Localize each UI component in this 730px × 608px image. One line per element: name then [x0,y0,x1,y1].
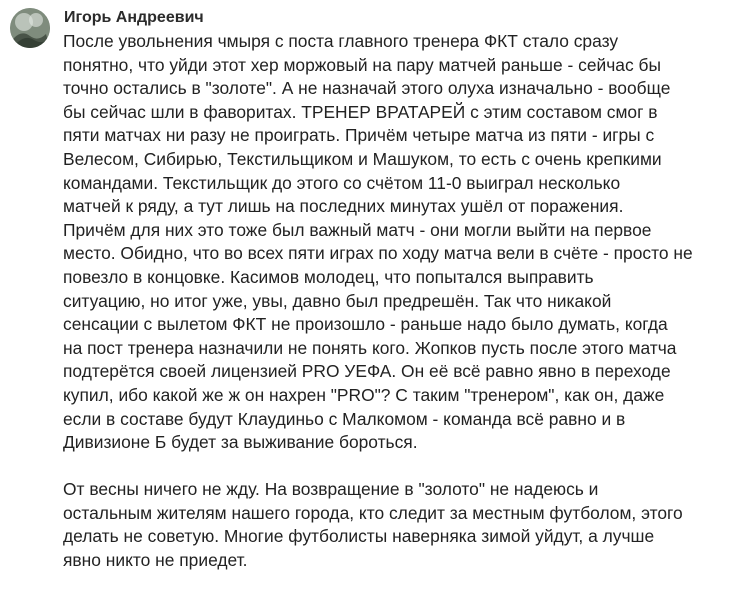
comment-body [63,30,723,573]
text-line: ситуацию, но итог уже, увы, давно был предрешён. Так что никакой [63,290,612,311]
text-line: подтерётся своей лицензией PRO УЕФА. Он её всё равно явно в переходе [63,361,671,382]
text-line: сенсации с вылетом ФКТ не произошло - раньше надо было думать, когда [63,314,668,335]
text-line: повезло в концовке. Касимов молодец, что попытался выправить [63,266,594,287]
text-line: понятно, что уйди этот хер моржовый на пару матчей раньше - сейчас бы [63,54,661,75]
text-line: делать не советую. Многие футболисты наверняка зимой уйдут, а лучше [63,526,655,547]
text-line: бы сейчас шли в фаворитах. ТРЕНЕР ВРАТАРЕЙ с этим составом смог в [63,101,658,122]
paragraph-spacer [63,455,723,479]
text-line: Дивизионе Б будет за выживание бороться. [63,432,418,453]
text-line: После увольнения чмыря с поста главного тренера ФКТ стало сразу [63,31,619,51]
text-line: место. Обидно, что во всех пяти играх по ходу матча вели в счёте - просто не [63,243,693,264]
text-line: если в составе будут Клаудиньо с Малкомом - команда всё равно и в [63,408,626,429]
comment-paragraph [63,30,723,455]
avatar-photo-icon [10,8,50,48]
text-line: матчей к ряду, а тут лишь на последних минутах ушёл от поражения. [63,196,624,217]
text-line: остальным жителям нашего города, кто следит за местным футболом, этого [63,502,683,523]
text-line: командами. Текстильщик до этого со счётом 11-0 выиграл несколько [63,172,621,193]
text-line: точно остались в "золоте". А не назначай этого олуха изначально - вообще [63,78,671,99]
text-line: пяти матчах ни разу не проиграть. Причём четыре матча из пяти - игры с [63,125,655,146]
text-line: Велесом, Сибирью, Текстильщиком и Машуком, то есть с очень крепкими [63,148,662,169]
text-line: Причём для них это тоже был важный матч - они могли выйти на первое [63,219,652,240]
text-line: От весны ничего не жду. На возвращение в "золото" не надеюсь и [63,479,599,500]
author-name[interactable]: Игорь Андреевич [64,9,204,26]
text-line: купил, ибо какой же ж он нахрен "PRO"? С таким "тренером", как он, даже [63,384,665,405]
comment-paragraph [63,478,723,572]
avatar[interactable] [10,8,50,48]
text-line: на пост тренера назначили не понять кого. Жопков пусть после этого матча [63,337,677,358]
text-line: явно никто не приедет. [63,550,248,571]
